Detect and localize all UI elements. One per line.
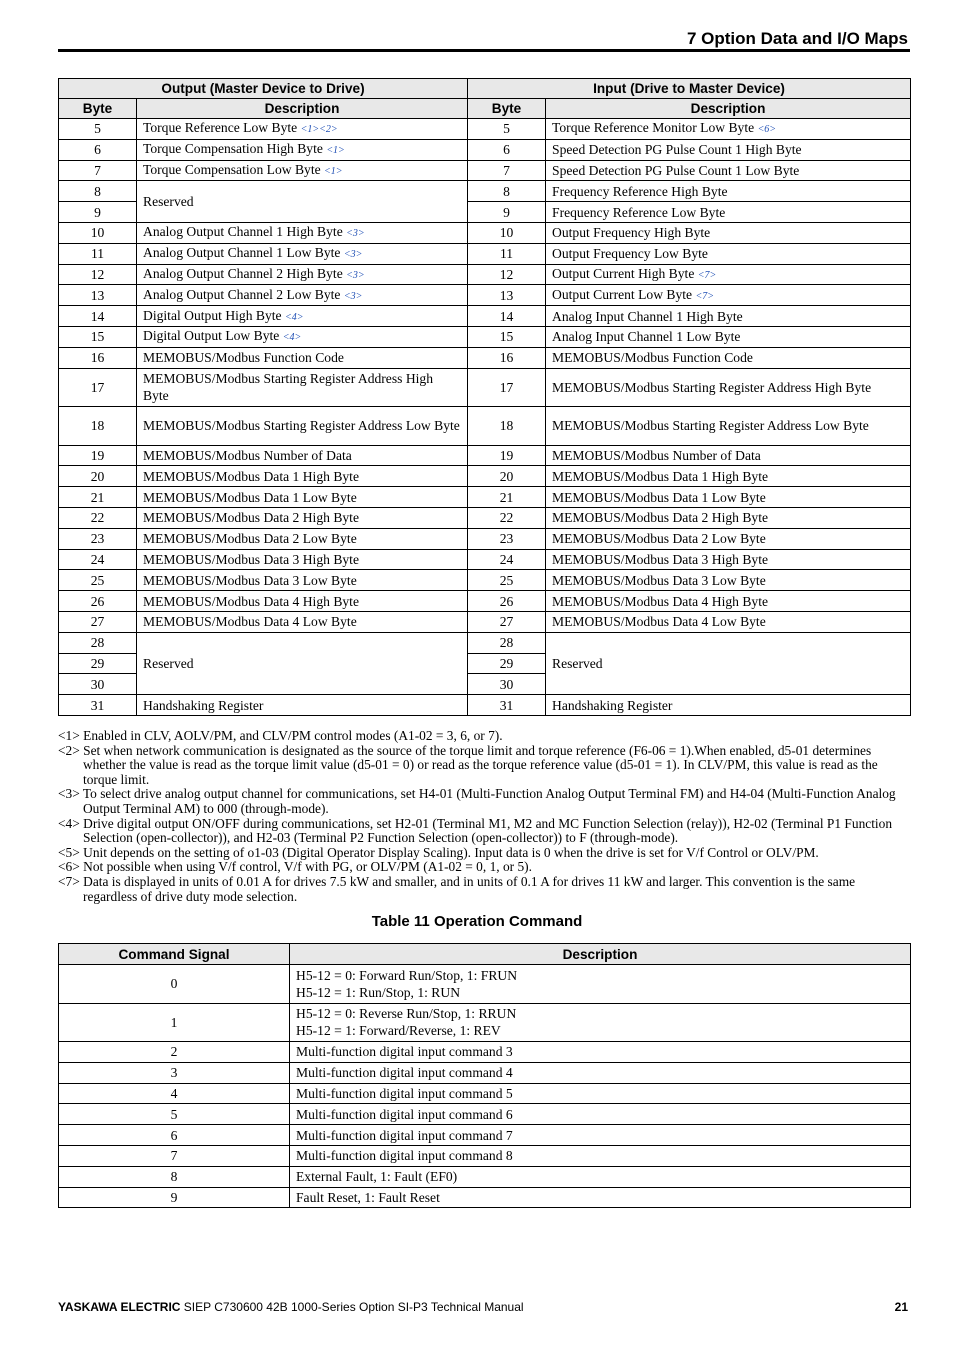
output-desc-text: Digital Output Low Byte bbox=[143, 328, 280, 344]
output-description bbox=[137, 285, 468, 306]
input-desc-text: MEMOBUS/Modbus Data 1 High Byte bbox=[552, 468, 769, 484]
footnote: <1> Enabled in CLV, AOLV/PM, and CLV/PM control modes (A1-02 = 3, 6, or 7). bbox=[58, 728, 503, 743]
output-description bbox=[137, 139, 468, 160]
output-description bbox=[137, 528, 468, 549]
table-row bbox=[59, 139, 911, 160]
input-byte: 29 bbox=[468, 653, 546, 674]
output-byte: 30 bbox=[59, 674, 137, 695]
command-description bbox=[290, 1083, 911, 1104]
output-description bbox=[137, 487, 468, 508]
footnote-ref-link[interactable]: <1> bbox=[326, 145, 345, 157]
input-desc-header: Description bbox=[546, 99, 911, 119]
output-description bbox=[137, 264, 468, 285]
table-row bbox=[59, 285, 911, 306]
input-desc-text: Output Frequency High Byte bbox=[552, 225, 711, 241]
table-row bbox=[59, 487, 911, 508]
input-description bbox=[546, 368, 911, 407]
input-byte: 15 bbox=[468, 326, 546, 347]
command-signal-header: Command Signal bbox=[59, 944, 290, 965]
input-byte: 11 bbox=[468, 243, 546, 264]
output-desc-text: MEMOBUS/Modbus Number of Data bbox=[143, 447, 352, 463]
output-description bbox=[137, 695, 468, 716]
command-desc-line: Multi-function digital input command 4 bbox=[296, 1065, 513, 1081]
command-description bbox=[290, 1187, 911, 1208]
table-row bbox=[59, 445, 911, 466]
input-description bbox=[546, 326, 911, 347]
output-desc-text: MEMOBUS/Modbus Data 1 High Byte bbox=[143, 468, 359, 484]
input-byte: 23 bbox=[468, 528, 546, 549]
table-row bbox=[59, 466, 911, 487]
command-description bbox=[290, 1003, 911, 1042]
input-desc-text: MEMOBUS/Modbus Starting Register Address Low Byte bbox=[552, 418, 869, 434]
io-map-table bbox=[58, 78, 911, 716]
table-row bbox=[59, 1062, 911, 1083]
table-row bbox=[59, 1003, 911, 1042]
output-description bbox=[137, 407, 468, 446]
output-desc-text: Analog Output Channel 1 Low Byte bbox=[143, 245, 341, 261]
table-row bbox=[59, 528, 911, 549]
table-row bbox=[59, 1145, 911, 1166]
output-desc-text: MEMOBUS/Modbus Data 4 High Byte bbox=[143, 593, 359, 609]
input-byte: 28 bbox=[468, 632, 546, 653]
output-description bbox=[137, 549, 468, 570]
footer-doc: SIEP C730600 42B 1000-Series Option SI-P3 Technical Manual bbox=[180, 1300, 524, 1314]
input-description bbox=[546, 591, 911, 612]
input-description bbox=[546, 139, 911, 160]
table-row bbox=[59, 119, 911, 140]
table-row bbox=[59, 222, 911, 243]
output-group-header: Output (Master Device to Drive) bbox=[59, 79, 468, 99]
footer-brand: YASKAWA ELECTRIC bbox=[58, 1300, 181, 1314]
input-desc-text: Frequency Reference Low Byte bbox=[552, 204, 726, 220]
command-signal: 4 bbox=[59, 1083, 290, 1104]
output-desc-text: MEMOBUS/Modbus Data 1 Low Byte bbox=[143, 489, 357, 505]
input-byte: 30 bbox=[468, 674, 546, 695]
input-byte: 20 bbox=[468, 466, 546, 487]
footnote-ref-link[interactable]: <3> bbox=[346, 228, 365, 240]
input-byte: 18 bbox=[468, 407, 546, 446]
output-byte: 9 bbox=[59, 202, 137, 223]
input-byte: 16 bbox=[468, 347, 546, 368]
output-byte: 12 bbox=[59, 264, 137, 285]
input-byte: 8 bbox=[468, 181, 546, 202]
output-byte: 6 bbox=[59, 139, 137, 160]
input-byte: 22 bbox=[468, 507, 546, 528]
input-description bbox=[546, 695, 911, 716]
table-row bbox=[59, 181, 911, 202]
input-desc-text: Analog Input Channel 1 Low Byte bbox=[552, 329, 741, 345]
output-description bbox=[137, 445, 468, 466]
output-desc-text: MEMOBUS/Modbus Data 3 High Byte bbox=[143, 551, 359, 567]
output-byte: 17 bbox=[59, 368, 137, 407]
output-byte: 11 bbox=[59, 243, 137, 264]
footnote-ref-link[interactable]: <4> bbox=[284, 311, 304, 323]
command-signal: 8 bbox=[59, 1166, 290, 1187]
output-desc-text: MEMOBUS/Modbus Starting Register Address Low Byte bbox=[143, 418, 460, 434]
output-byte: 31 bbox=[59, 695, 137, 716]
output-desc-text: Handshaking Register bbox=[143, 697, 264, 713]
output-desc-text: Reserved bbox=[143, 194, 194, 210]
table-caption: Table 11 Operation Command bbox=[371, 913, 583, 930]
command-description bbox=[290, 965, 911, 1004]
output-description bbox=[137, 222, 468, 243]
table-row bbox=[59, 1166, 911, 1187]
input-byte: 27 bbox=[468, 611, 546, 632]
input-desc-text: Handshaking Register bbox=[552, 697, 673, 713]
input-byte: 25 bbox=[468, 570, 546, 591]
command-desc-line: Multi-function digital input command 5 bbox=[296, 1085, 513, 1101]
footnote: <4> Drive digital output ON/OFF during communications, set H2-01 (Terminal M1, M2 and MC Function Selection (relay)), H2-02 (Terminal P1 Function Selection (open-collector)), and H2-03 (Terminal P2 Function Selection (open-collector)) to F (through-mode). bbox=[58, 815, 893, 846]
input-description bbox=[546, 222, 911, 243]
footnote-ref-link[interactable]: <7> bbox=[695, 290, 714, 302]
footnote-ref-link[interactable]: <4> bbox=[282, 332, 302, 344]
command-desc-line: Multi-function digital input command 3 bbox=[296, 1044, 513, 1060]
output-byte: 7 bbox=[59, 160, 137, 181]
output-byte-header: Byte bbox=[59, 99, 137, 119]
input-description bbox=[546, 264, 911, 285]
command-signal: 0 bbox=[59, 965, 290, 1004]
output-byte: 24 bbox=[59, 549, 137, 570]
output-description bbox=[137, 591, 468, 612]
output-byte: 27 bbox=[59, 611, 137, 632]
table-row bbox=[59, 507, 911, 528]
output-byte: 19 bbox=[59, 445, 137, 466]
output-description bbox=[137, 119, 468, 140]
output-byte: 22 bbox=[59, 507, 137, 528]
output-description bbox=[137, 632, 468, 694]
table-row bbox=[59, 632, 911, 653]
input-desc-text: MEMOBUS/Modbus Data 4 High Byte bbox=[552, 593, 769, 609]
output-desc-text: Analog Output Channel 2 Low Byte bbox=[143, 286, 341, 302]
command-desc-line: H5-12 = 0: Forward Run/Stop, 1: FRUN bbox=[296, 967, 518, 983]
input-byte: 19 bbox=[468, 445, 546, 466]
output-description bbox=[137, 243, 468, 264]
table-row bbox=[59, 695, 911, 716]
input-desc-text: MEMOBUS/Modbus Function Code bbox=[552, 350, 753, 366]
command-description bbox=[290, 1166, 911, 1187]
input-description bbox=[546, 181, 911, 202]
output-byte: 8 bbox=[59, 181, 137, 202]
table-row bbox=[59, 306, 911, 327]
output-description bbox=[137, 570, 468, 591]
command-desc-line: External Fault, 1: Fault (EF0) bbox=[296, 1169, 458, 1185]
input-desc-text: Output Current High Byte bbox=[552, 265, 695, 281]
table-row bbox=[59, 243, 911, 264]
table-row bbox=[59, 1104, 911, 1125]
command-desc-line: Fault Reset, 1: Fault Reset bbox=[296, 1189, 440, 1205]
output-byte: 23 bbox=[59, 528, 137, 549]
output-byte: 10 bbox=[59, 222, 137, 243]
footnote-ref-link[interactable]: <3> bbox=[346, 269, 365, 281]
command-description bbox=[290, 1145, 911, 1166]
output-description bbox=[137, 368, 468, 407]
table-row bbox=[59, 570, 911, 591]
footnotes bbox=[58, 729, 910, 904]
command-description bbox=[290, 1104, 911, 1125]
footnote: <5> Unit depends on the setting of o1-03 (Digital Operator Display Scaling). Input data is 0 when the drive is set for V/f Control or OLV/PM. bbox=[58, 844, 819, 860]
input-description bbox=[546, 632, 911, 694]
command-desc-line: Multi-function digital input command 7 bbox=[296, 1127, 513, 1143]
input-byte: 10 bbox=[468, 222, 546, 243]
table-row bbox=[59, 611, 911, 632]
command-signal: 1 bbox=[59, 1003, 290, 1042]
output-description bbox=[137, 181, 468, 223]
output-desc-text: Torque Compensation Low Byte bbox=[143, 161, 321, 177]
output-byte: 21 bbox=[59, 487, 137, 508]
page-header bbox=[58, 28, 910, 52]
input-byte: 24 bbox=[468, 549, 546, 570]
input-desc-text: Output Frequency Low Byte bbox=[552, 246, 708, 262]
input-desc-text: Analog Input Channel 1 High Byte bbox=[552, 308, 743, 324]
command-signal: 6 bbox=[59, 1125, 290, 1146]
input-desc-text: Frequency Reference High Byte bbox=[552, 183, 728, 199]
output-desc-text: Torque Reference Low Byte bbox=[143, 120, 298, 136]
input-byte: 7 bbox=[468, 160, 546, 181]
footnote-ref-link[interactable]: <1> bbox=[324, 165, 343, 177]
input-description bbox=[546, 407, 911, 446]
output-desc-text: MEMOBUS/Modbus Function Code bbox=[143, 350, 344, 366]
table-row bbox=[59, 1125, 911, 1146]
table-row bbox=[59, 264, 911, 285]
command-signal: 7 bbox=[59, 1145, 290, 1166]
input-description bbox=[546, 306, 911, 327]
input-byte: 13 bbox=[468, 285, 546, 306]
table-row bbox=[59, 407, 911, 446]
input-description bbox=[546, 466, 911, 487]
command-signal: 2 bbox=[59, 1042, 290, 1063]
input-description bbox=[546, 528, 911, 549]
output-desc-text: MEMOBUS/Modbus Data 2 Low Byte bbox=[143, 531, 357, 547]
command-desc-line: Multi-function digital input command 8 bbox=[296, 1148, 513, 1164]
output-byte: 14 bbox=[59, 306, 137, 327]
footnote-ref-link[interactable]: <6> bbox=[757, 124, 777, 136]
input-byte: 14 bbox=[468, 306, 546, 327]
output-desc-text: Torque Compensation High Byte bbox=[143, 141, 323, 157]
table-row bbox=[59, 1042, 911, 1063]
input-byte: 6 bbox=[468, 139, 546, 160]
input-description bbox=[546, 119, 911, 140]
command-description bbox=[290, 1062, 911, 1083]
command-description bbox=[290, 1125, 911, 1146]
input-group-header: Input (Drive to Master Device) bbox=[468, 79, 911, 99]
output-description bbox=[137, 306, 468, 327]
table-row bbox=[59, 368, 911, 407]
output-description bbox=[137, 507, 468, 528]
table-row bbox=[59, 326, 911, 347]
output-byte: 13 bbox=[59, 285, 137, 306]
command-desc-line: H5-12 = 1: Forward/Reverse, 1: REV bbox=[296, 1023, 501, 1039]
output-desc-header: Description bbox=[137, 99, 468, 119]
input-description bbox=[546, 445, 911, 466]
operation-command-table bbox=[58, 943, 911, 1208]
output-byte: 16 bbox=[59, 347, 137, 368]
input-description bbox=[546, 202, 911, 223]
page-section-title: 7 Option Data and I/O Maps bbox=[686, 29, 908, 48]
output-description bbox=[137, 466, 468, 487]
input-byte: 31 bbox=[468, 695, 546, 716]
input-desc-text: MEMOBUS/Modbus Data 2 High Byte bbox=[552, 510, 769, 526]
output-desc-text: Digital Output High Byte bbox=[143, 307, 282, 323]
input-byte: 9 bbox=[468, 202, 546, 223]
footnote-ref-link[interactable]: <3> bbox=[343, 290, 363, 302]
output-desc-text: MEMOBUS/Modbus Data 4 Low Byte bbox=[143, 614, 357, 630]
output-desc-text: Analog Output Channel 1 High Byte bbox=[143, 224, 343, 240]
input-desc-text: Output Current Low Byte bbox=[552, 286, 693, 302]
input-description bbox=[546, 487, 911, 508]
footnote-ref-link[interactable]: <1><2> bbox=[300, 124, 338, 136]
input-byte-header: Byte bbox=[468, 99, 546, 119]
input-desc-text: Reserved bbox=[552, 655, 603, 671]
output-desc-text: Reserved bbox=[143, 655, 194, 671]
output-byte: 25 bbox=[59, 570, 137, 591]
command-signal: 3 bbox=[59, 1062, 290, 1083]
input-desc-text: Speed Detection PG Pulse Count 1 High Byte bbox=[552, 142, 802, 158]
input-byte: 17 bbox=[468, 368, 546, 407]
footnote: <7> Data is displayed in units of 0.01 A for drives 7.5 kW and smaller, and in units of 0.1 A for drives 11 kW and larger. This convention is the same regardless of drive duty mode selection. bbox=[58, 873, 856, 904]
command-desc-line: H5-12 = 1: Run/Stop, 1: RUN bbox=[296, 984, 461, 1000]
command-desc-line: H5-12 = 0: Reverse Run/Stop, 1: RRUN bbox=[296, 1006, 517, 1022]
input-description bbox=[546, 507, 911, 528]
output-desc-text: MEMOBUS/Modbus Data 3 Low Byte bbox=[143, 572, 357, 588]
input-description bbox=[546, 243, 911, 264]
footnote: <3> To select drive analog output channel for communications, set H4-01 (Multi-Function Analog Output Terminal FM) and H4-04 (Multi-Function Analog Output Terminal AM) to 000 (through-mode). bbox=[58, 786, 896, 816]
input-desc-text: MEMOBUS/Modbus Data 2 Low Byte bbox=[552, 531, 766, 547]
input-desc-text: MEMOBUS/Modbus Data 3 High Byte bbox=[552, 551, 769, 567]
footnote-ref-link[interactable]: <7> bbox=[697, 269, 717, 281]
input-description bbox=[546, 285, 911, 306]
input-desc-text: Speed Detection PG Pulse Count 1 Low Byte bbox=[552, 162, 800, 178]
input-description bbox=[546, 570, 911, 591]
output-description bbox=[137, 160, 468, 181]
output-byte: 28 bbox=[59, 632, 137, 653]
output-byte: 26 bbox=[59, 591, 137, 612]
input-description bbox=[546, 160, 911, 181]
table-row bbox=[59, 347, 911, 368]
input-byte: 12 bbox=[468, 264, 546, 285]
footnote: <2> Set when network communication is designated as the source of the torque limit and torque reference (F6-06 = 1).When enabled, d5-01 determines whether the value is read as the torque limit value (d5-01 = 0) or read as the torque reference value (d5-01 = 1). In CLV/PM, this value is read as the torque limit. bbox=[58, 742, 878, 787]
output-desc-text: MEMOBUS/Modbus Starting Register Address High Byte bbox=[143, 371, 434, 404]
output-desc-text: Analog Output Channel 2 High Byte bbox=[143, 265, 343, 281]
output-description bbox=[137, 611, 468, 632]
input-description bbox=[546, 611, 911, 632]
output-byte: 18 bbox=[59, 407, 137, 446]
input-desc-text: MEMOBUS/Modbus Number of Data bbox=[552, 447, 761, 463]
input-description bbox=[546, 347, 911, 368]
input-byte: 5 bbox=[468, 119, 546, 140]
table-row bbox=[59, 1187, 911, 1208]
input-desc-text: Torque Reference Monitor Low Byte bbox=[552, 120, 755, 136]
command-desc-header: Description bbox=[290, 944, 911, 965]
input-desc-text: MEMOBUS/Modbus Data 3 Low Byte bbox=[552, 572, 766, 588]
output-byte: 29 bbox=[59, 653, 137, 674]
page-number: 21 bbox=[894, 1300, 908, 1314]
table-row bbox=[59, 965, 911, 1004]
output-desc-text: MEMOBUS/Modbus Data 2 High Byte bbox=[143, 510, 359, 526]
command-description bbox=[290, 1042, 911, 1063]
input-description bbox=[546, 549, 911, 570]
input-byte: 26 bbox=[468, 591, 546, 612]
command-signal: 5 bbox=[59, 1104, 290, 1125]
input-byte: 21 bbox=[468, 487, 546, 508]
input-desc-text: MEMOBUS/Modbus Data 1 Low Byte bbox=[552, 489, 766, 505]
table-row bbox=[59, 1083, 911, 1104]
cmd-table-body bbox=[59, 965, 911, 1208]
output-description bbox=[137, 347, 468, 368]
input-desc-text: MEMOBUS/Modbus Starting Register Address High Byte bbox=[552, 379, 872, 395]
table-row bbox=[59, 549, 911, 570]
command-signal: 9 bbox=[59, 1187, 290, 1208]
footnote: <6> Not possible when using V/f control, V/f with PG, or OLV/PM (A1-02 = 0, 1, or 5). bbox=[58, 859, 532, 875]
input-desc-text: MEMOBUS/Modbus Data 4 Low Byte bbox=[552, 614, 766, 630]
output-byte: 15 bbox=[59, 326, 137, 347]
command-desc-line: Multi-function digital input command 6 bbox=[296, 1106, 513, 1122]
output-byte: 5 bbox=[59, 119, 137, 140]
page-footer bbox=[58, 1299, 910, 1315]
output-description bbox=[137, 326, 468, 347]
table-row bbox=[59, 591, 911, 612]
output-byte: 20 bbox=[59, 466, 137, 487]
table-row bbox=[59, 160, 911, 181]
footnote-ref-link[interactable]: <3> bbox=[343, 249, 363, 261]
io-table-body bbox=[59, 119, 911, 716]
